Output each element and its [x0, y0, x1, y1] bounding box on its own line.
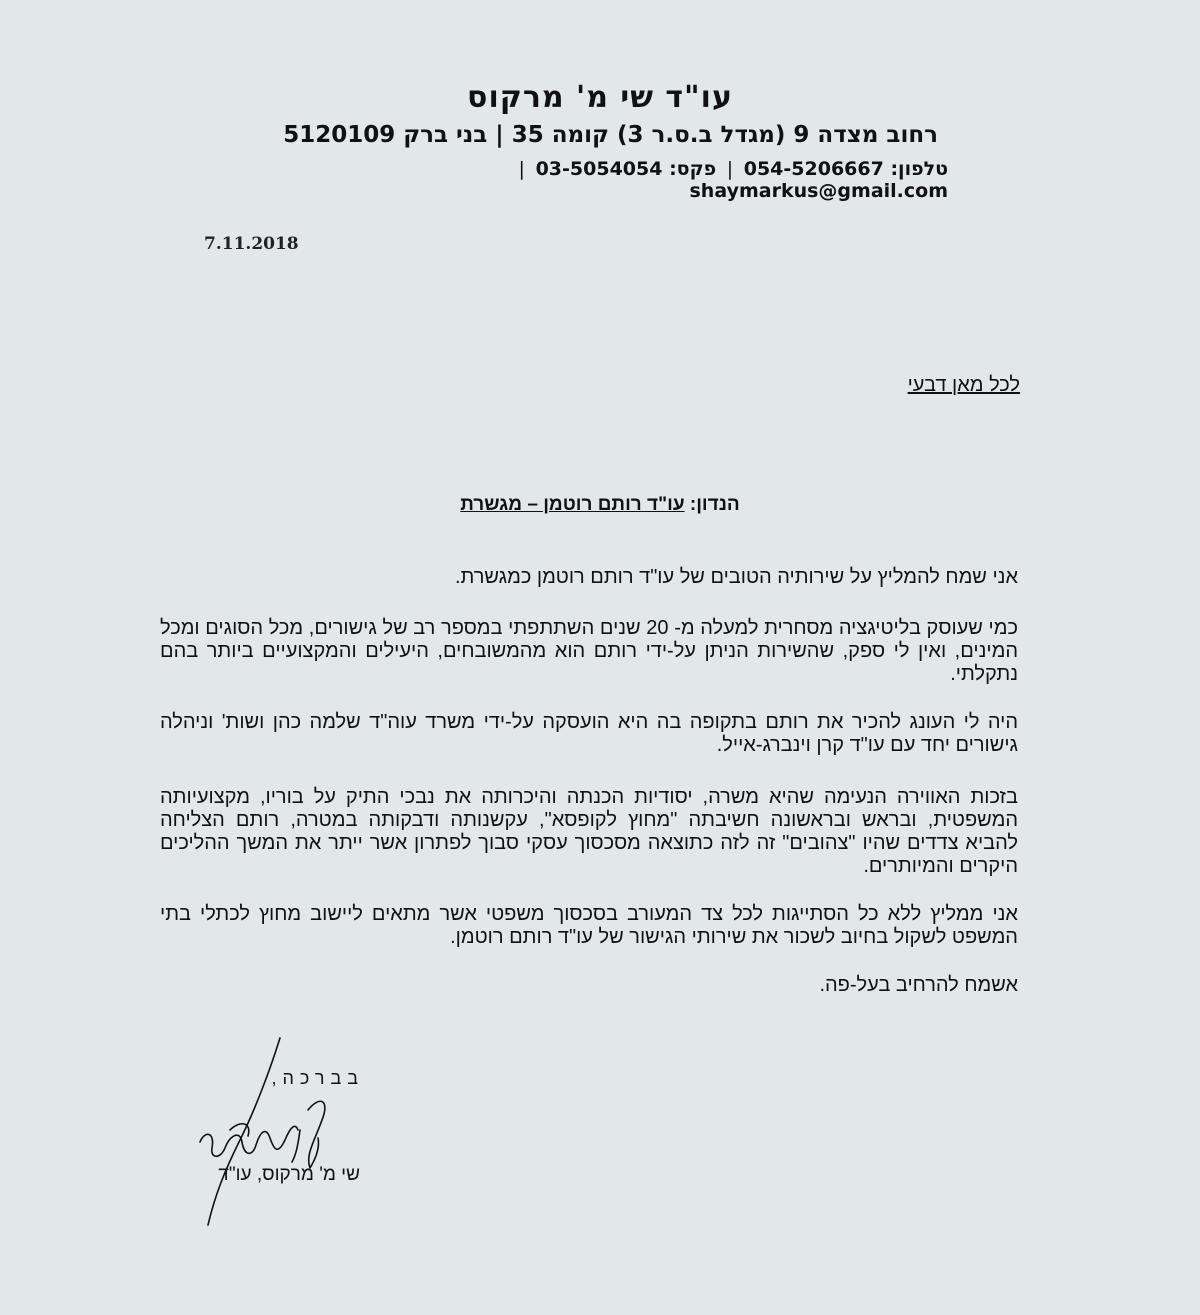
- body-paragraph: היה לי העונג להכיר את רותם בתקופה בה היא הועסקה על-ידי משרד עוה"ד שלמה כהן ושות' וניהלה גישורים יחד עם עו"ד קרן וינברג-אייל.: [160, 711, 1018, 756]
- phone-label: טלפון:: [890, 158, 948, 180]
- handwritten-signature-icon: [170, 1030, 390, 1230]
- closing-salutation: בברכה,: [271, 1068, 364, 1088]
- body-paragraph: אני שמח להמליץ על שירותיה הטובים של עו"ד רותם רוטמן כמגשרת.: [454, 566, 1018, 588]
- sender-address: רחוב מצדה 9 (מגדל ב.ס.ר 3) קומה 35 | בני ברק 5120109: [283, 122, 938, 148]
- addressee: לכל מאן דבעי: [907, 374, 1020, 396]
- body-paragraph: אשמח להרחיב בעל-פה.: [819, 974, 1018, 996]
- body-paragraph: אני ממליץ ללא כל הסתייגות לכל צד המעורב בסכסוך משפטי אשר מתאים ליישוב מחוץ לכתלי בתי המשפט לשקול בחיוב לשכור את שירותי הגישור של עו"ד רותם רוטמן.: [160, 903, 1018, 948]
- letter-date: 7.11.2018: [204, 234, 299, 254]
- subject-label: הנדון:: [689, 494, 740, 515]
- email-address: shaymarkus@gmail.com: [689, 180, 948, 202]
- sender-name: עו"ד שי מ' מרקוס: [467, 80, 733, 115]
- signature-block: [170, 1030, 390, 1230]
- signer-name: שי מ' מרקוס, עו"ד: [218, 1164, 360, 1185]
- body-paragraph: כמי שעוסק בליטיגציה מסחרית למעלה מ- 20 שנים השתתפתי במספר רב של גישורים, מכל הסוגים ומכל המינים, ואין לי ספק, שהשירות הניתן על-ידי רותם הוא מהמשובחים, היעילים והמקצועיים ביותר בהם נתקלתי.: [160, 617, 1018, 685]
- subject-value: עו"ד רותם רוטמן – מגשרת: [460, 494, 685, 515]
- fax-number: 03-5054054: [535, 158, 663, 180]
- separator: |: [518, 158, 525, 180]
- fax-label: פקס:: [669, 158, 717, 180]
- subject-line: [0, 494, 1200, 516]
- sender-contact: [250, 158, 948, 202]
- body-paragraph: בזכות האווירה הנעימה שהיא משרה, יסודיות הכנתה והיכרותה את נבכי התיק על בוריו, מקצועיותה המשפטית, ובראש ובראשונה חשיבתה "מחוץ לקופסא", עקשנותה ודבקותה במטרה, רותם הצליחה להביא צדדים שהיו "צהובים" זה לזה כתוצאה מסכסוך עסקי סבוך לפתרון אשר ייתר את המשך ההליכים היקרים והמיותרים.: [160, 786, 1018, 877]
- phone-number: 054-5206667: [743, 158, 884, 180]
- separator: |: [726, 158, 734, 180]
